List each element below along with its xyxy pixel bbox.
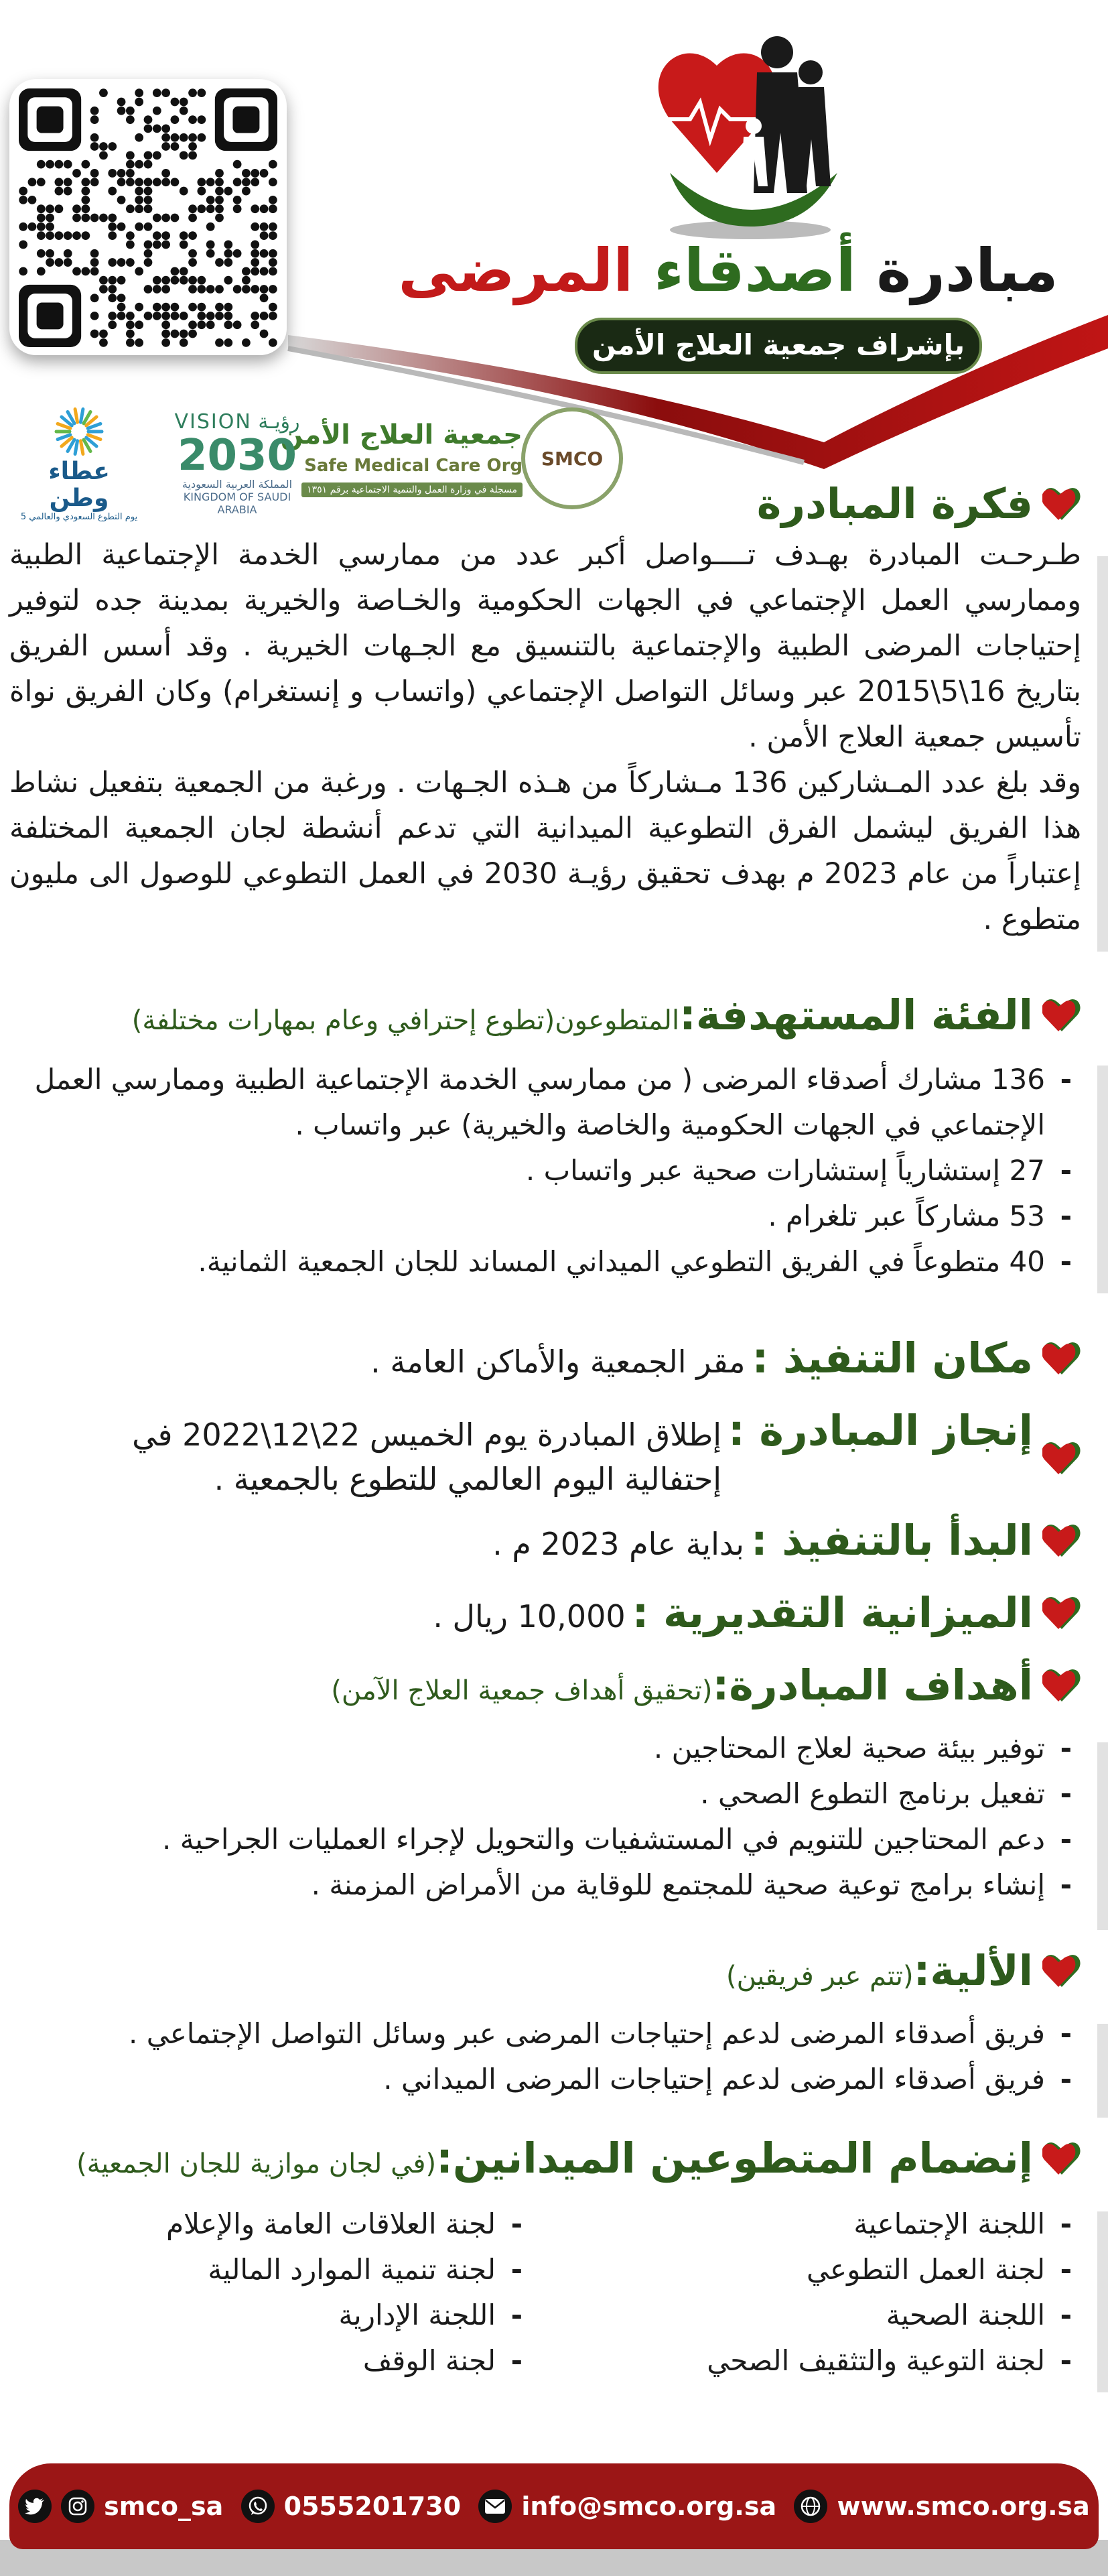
ataa-title: عطاء وطن: [48, 458, 110, 512]
start-section: [9, 1516, 1081, 1565]
start-heading-row: [9, 1516, 1081, 1565]
mechanism-list: [9, 2011, 1081, 2102]
list-item: - دعم المحتاجين للتنويم في المستشفيات والتحويل لإجراء العمليات الجراحية .: [9, 1817, 1081, 1862]
join-section: [9, 2134, 1081, 2384]
committee-item: - لجنة تنمية الموارد المالية: [9, 2247, 532, 2293]
side-rule: [1097, 2211, 1108, 2392]
budget-section: [9, 1588, 1081, 1637]
budget-heading-row: [9, 1588, 1081, 1637]
idea-paragraph-1: طـرحـت المبادرة بهـدف تــــواصل أكبر عدد من ممارسي الخدمة الإجتماعية الطبية وممارسي العمل الإجتماعي في الجهات الحكومية والخـاصة والخيرية بمدينة جده لتوفير إحتياجات المرضى الطبية والإجتماعية بالتنسيق مع الجـهات الخيرية . وقد أسس الفريق بتاريخ 16\5\2015 عبر وسائل التواصل الإجتماعي (واتساب و إنستغرام) وكان الفريق نواة تأسيس جمعية العلاج الأمن .: [9, 538, 1082, 754]
mechanism-section: [9, 1946, 1081, 2102]
heart-icon: [1042, 487, 1081, 521]
committee-item: - لجنة العمل التطوعي: [559, 2247, 1081, 2293]
list-item: - 136 مشارك أصدقاء المرضى ( من ممارسي الخدمة الإجتماعية الطبية وممارسي العمل الإجتماعي في الجهات الحكومية والخاصة والخيرية) عبر واتساب .: [9, 1057, 1081, 1148]
heart-icon: [1042, 1596, 1081, 1630]
list-item: - 53 مشاركاً عبر تلغرام .: [9, 1194, 1081, 1239]
committee-item: - لجنة الوقف: [9, 2338, 532, 2384]
committees-right-column: [559, 2201, 1081, 2384]
heart-icon: [1042, 2141, 1081, 2176]
twitter-icon[interactable]: [18, 2490, 52, 2523]
target-list: [9, 1057, 1081, 1285]
heart-icon: [1042, 1668, 1081, 1703]
vision-country: المملكة العربية السعودية KINGDOM OF SAUDI ARABIA: [182, 478, 293, 516]
list-item: - إنشاء برامج توعية صحية للمجتمع للوقاية من الأمراض المزمنة .: [9, 1862, 1081, 1908]
goals-heading: أهداف المبادرة:: [712, 1661, 1033, 1710]
start-heading: البدأ بالتنفيذ :: [750, 1516, 1033, 1565]
instagram-icon[interactable]: [61, 2490, 94, 2523]
committees-grid: [9, 2201, 1081, 2384]
title-word-friends: أصدقاء: [654, 236, 856, 305]
subtitle-badge: بإشراف جمعية العلاج الأمن: [575, 318, 982, 374]
idea-paragraph-2: وقد بلغ عدد المـشاركين 136 مـشاركاً من هـذه الجـهات . ورغبة من الجمعية بتفعيل نشاط هذا الفريق ليشمل الفرق التطوعية الميدانية التي تدعم أنشطة لجان الجمعية المختلفة إعتباراً من عام 2023 م بهدف تحقيق رؤيـة 2030 في العمل التطوعي للوصول الى مليون متطوع .: [9, 766, 1081, 936]
start-value: بداية عام 2023 م .: [492, 1526, 744, 1562]
goals-list: [9, 1726, 1081, 1908]
social-links[interactable]: [18, 2490, 223, 2523]
mechanism-heading-row: [9, 1946, 1081, 1995]
ataa-subtitle: يوم التطوع السعودي والعالمي 5: [20, 512, 138, 522]
website-link[interactable]: [794, 2490, 1089, 2523]
mechanism-heading: الألية:: [913, 1946, 1033, 1995]
side-rule: [1097, 1066, 1108, 1293]
committee-item: - اللجنة الإجتماعية: [559, 2201, 1081, 2247]
heart-icon: [1042, 1441, 1081, 1476]
website-text: www.smco.org.sa: [837, 2492, 1090, 2521]
achievement-heading: إنجاز المبادرة :: [728, 1406, 1033, 1455]
smco-name-ar: جمعية العلاج الأمن: [280, 420, 523, 450]
sunburst-icon: [52, 402, 106, 456]
budget-value: 10,000 ريال .: [433, 1598, 626, 1634]
title-word-initiative: مبادرة: [876, 236, 1058, 305]
email-icon: [478, 2490, 512, 2523]
place-section: [9, 1334, 1081, 1382]
committees-left-column: [9, 2201, 532, 2384]
side-rule: [1097, 1742, 1108, 1930]
join-subheading: (في لجان موازية للجان الجمعية): [76, 2148, 437, 2179]
committee-item: - لجنة التوعية والتثقيف الصحي: [559, 2338, 1081, 2384]
initiative-logo: [643, 25, 857, 240]
place-heading: مكان التنفيذ :: [752, 1334, 1033, 1382]
target-subheading: المتطوعون(تطوع إحترافي وعام بمهارات مختلفة): [131, 1005, 680, 1036]
idea-heading: فكرة المبادرة: [756, 479, 1033, 528]
idea-section: [9, 479, 1081, 942]
target-heading: الفئة المستهدفة:: [679, 990, 1033, 1039]
list-item: - فريق أصدقاء المرضى لدعم إحتياجات المرضى عبر وسائل التواصل الإجتماعي .: [9, 2011, 1081, 2057]
list-item: - فريق أصدقاء المرضى لدعم إحتياجات المرضى الميداني .: [9, 2057, 1081, 2102]
vision-year: 2030: [177, 431, 297, 480]
join-heading: إنضمام المتطوعين الميدانين:: [436, 2134, 1033, 2183]
email-text: info@smco.org.sa: [521, 2492, 777, 2521]
smco-name-en: Safe Medical Care Org: [304, 456, 523, 476]
join-heading-row: [9, 2134, 1081, 2183]
footer-contact-bar: [9, 2463, 1099, 2549]
goals-section: [9, 1661, 1081, 1908]
list-item: - تفعيل برنامج التطوع الصحي .: [9, 1771, 1081, 1817]
place-value: مقر الجمعية والأماكن العامة .: [370, 1344, 746, 1380]
email-link[interactable]: [478, 2490, 776, 2523]
qr-code-card[interactable]: [9, 79, 287, 355]
phone-link[interactable]: [241, 2490, 461, 2523]
budget-heading: الميزانية التقديرية :: [632, 1588, 1033, 1637]
whatsapp-icon: [241, 2490, 275, 2523]
achievement-heading-row: [9, 1406, 1081, 1501]
goals-subheading: (تحقيق أهداف جمعية العلاج الآمن): [331, 1675, 713, 1706]
goals-heading-row: [9, 1661, 1081, 1710]
heart-icon: [1042, 1953, 1081, 1988]
heart-icon: [1042, 998, 1081, 1033]
heart-icon: [1042, 1523, 1081, 1558]
target-section: [9, 990, 1081, 1285]
committee-item: - اللجنة الإدارية: [9, 2293, 532, 2338]
page-title: [376, 236, 1080, 305]
committee-item: - اللجنة الصحية: [559, 2293, 1081, 2338]
list-item: - 40 متطوعاً في الفريق التطوعي الميداني المساند للجان الجمعية الثمانية.: [9, 1239, 1081, 1285]
list-item: - توفير بيئة صحية لعلاج المحتاجين .: [9, 1726, 1081, 1771]
idea-heading-row: [9, 479, 1081, 528]
target-heading-row: [9, 990, 1081, 1039]
globe-icon: [794, 2490, 827, 2523]
committee-item: - لجنة العلاقات العامة والإعلام: [9, 2201, 532, 2247]
side-rule: [1097, 2024, 1108, 2118]
achievement-section: [9, 1406, 1081, 1501]
mechanism-subheading: (تتم عبر فريقين): [726, 1961, 914, 1992]
list-item: - 27 إستشارياً إستشارات صحية عبر واتساب .: [9, 1148, 1081, 1194]
title-word-patients: المرضى: [398, 236, 634, 305]
smco-emblem: SMCO: [521, 407, 623, 509]
side-rule: [1097, 556, 1108, 952]
achievement-value: إطلاق المبادرة يوم الخميس 22\12\2022 في إحتفالية اليوم العالمي للتطوع بالجمعية .: [132, 1417, 722, 1497]
social-handle: smco_sa: [104, 2492, 224, 2521]
vision-label: رؤيـة VISION: [174, 410, 300, 434]
qr-code: [19, 88, 277, 347]
heart-icon: [1042, 1341, 1081, 1376]
place-heading-row: [9, 1334, 1081, 1382]
phone-text: 0555201730: [283, 2492, 462, 2521]
smco-registration: مسجلة في وزارة العمل والتنمية الاجتماعية برقم ١٣٥١: [301, 482, 523, 497]
